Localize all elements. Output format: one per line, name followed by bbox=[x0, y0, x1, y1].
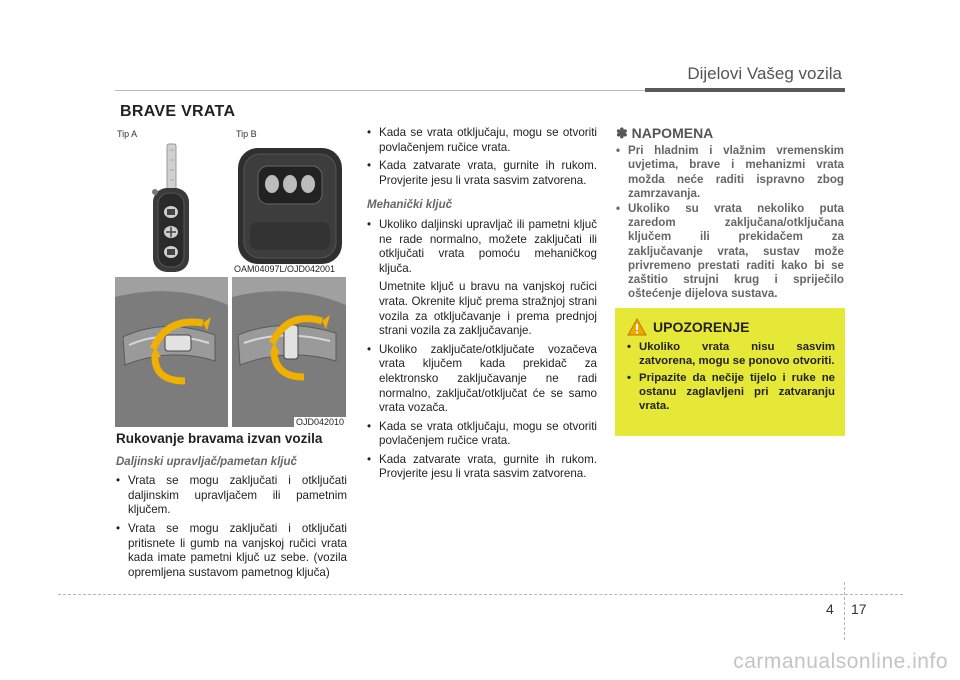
note-asterisk-icon: ✽ bbox=[616, 125, 628, 141]
footer-vertical-divider bbox=[844, 582, 845, 640]
door-open-close-list bbox=[367, 126, 597, 188]
warning-triangle-icon bbox=[627, 318, 647, 336]
list-item: • Vrata se mogu zaključati i otključati daljinskim upravljačem ili pametnim ključem. bbox=[116, 474, 347, 518]
mechanical-key-list-more bbox=[367, 343, 597, 482]
figure-code-bottom: OJD042010 bbox=[295, 417, 344, 427]
folding-key-icon bbox=[115, 126, 228, 276]
header-divider bbox=[115, 90, 645, 91]
figure-code-top: OAM04097L/OJD042001 bbox=[234, 264, 336, 274]
list-item: • Ukoliko vrata nisu sasvim zatvorena, mogu se ponovo otvoriti. bbox=[627, 340, 835, 368]
subheading-mechanical-key: Mehanički ključ bbox=[367, 199, 453, 212]
list-item: • Ukoliko zaključate/otključate vozačeva vrata ključem kada prekidač za elektronsko zaključavanje ne radi normalno, zaključat/otključat će se samo vrata vozača. bbox=[367, 343, 597, 416]
list-item: • Pripazite da nečije tijelo i ruke ne ostanu zaglavljeni pri zatvaranju vrata. bbox=[627, 371, 835, 413]
door-handle-key-turn-icon bbox=[232, 277, 346, 427]
figure-key-tip-b bbox=[232, 126, 346, 276]
figure-door-handle-a bbox=[115, 277, 228, 427]
list-item: • Kada se vrata otključaju, mogu se otvoriti povlačenjem ručice vrata. bbox=[367, 420, 597, 449]
door-handle-key-icon bbox=[115, 277, 228, 427]
remote-key-list bbox=[116, 474, 347, 580]
footer-divider bbox=[58, 594, 903, 595]
warning-list bbox=[627, 340, 835, 413]
mechanical-key-paragraph: Umetnite ključ u bravu na vanjskoj ručici vrata. Okrenite ključ prema stražnjoj strani vozila za otključavanje i prema prednjoj strani vozila za zaključavanje. bbox=[379, 280, 597, 338]
note-title-row bbox=[616, 126, 844, 140]
middle-column bbox=[367, 126, 597, 486]
page-header-title: Dijelovi Vašeg vozila bbox=[687, 64, 842, 83]
left-column bbox=[116, 432, 347, 584]
header-accent-bar bbox=[645, 88, 845, 92]
smart-key-icon bbox=[232, 126, 346, 276]
subheading-remote-smart-key: Daljinski upravljač/pametan ključ bbox=[116, 455, 297, 468]
figure-label-tip-a: Tip A bbox=[117, 129, 138, 139]
figure-label-tip-b: Tip B bbox=[236, 129, 257, 139]
page-number: 17 bbox=[851, 601, 867, 617]
mechanical-key-list bbox=[367, 218, 597, 276]
list-item: • Pri hladnim i vlažnim vremenskim uvjetima, brave i mehanizmi vrata možda neće raditi ispravno zbog zamrzavanja. bbox=[616, 144, 844, 201]
chapter-number: 4 bbox=[826, 601, 834, 617]
note-box bbox=[616, 126, 844, 302]
list-item: • Kada zatvarate vrata, gurnite ih rukom. Provjerite jesu li vrata sasvim zatvorena. bbox=[367, 453, 597, 482]
warning-title: UPOZORENJE bbox=[653, 319, 750, 335]
list-item: • Ukoliko daljinski upravljač ili pametni ključ ne rade normalno, možete zaključati ili otključati vrata pomoću mehaničkog ključa. bbox=[367, 218, 597, 276]
watermark: carmanualsonline.info bbox=[733, 650, 948, 673]
figure-key-tip-a bbox=[115, 126, 228, 276]
note-list bbox=[616, 144, 844, 301]
warning-box bbox=[615, 308, 845, 436]
section-title: BRAVE VRATA bbox=[120, 103, 236, 120]
list-item: • Vrata se mogu zaključati i otključati pritisnete li gumb na vanjskoj ručici vrata kada imate pametni ključ uz sebe. (vozila opremljena sustavom pametnog ključa) bbox=[116, 522, 347, 580]
warning-title-row bbox=[627, 318, 835, 336]
list-item: • Kada zatvarate vrata, gurnite ih rukom. Provjerite jesu li vrata sasvim zatvorena. bbox=[367, 159, 597, 188]
list-item: • Kada se vrata otključaju, mogu se otvoriti povlačenjem ručice vrata. bbox=[367, 126, 597, 155]
figure-door-handle-b bbox=[232, 277, 346, 427]
heading-outside-locks: Rukovanje bravama izvan vozila bbox=[116, 431, 323, 446]
note-title: NAPOMENA bbox=[631, 125, 714, 141]
list-item: • Ukoliko su vrata nekoliko puta zaredom zaključana/otključana ključem ili prekidačem za zaključavanje vrata, sustav može privremeno prestati raditi kako bi se zaštitio strujni krug i spriječilo oštećenje dijelova sustava. bbox=[616, 202, 844, 301]
